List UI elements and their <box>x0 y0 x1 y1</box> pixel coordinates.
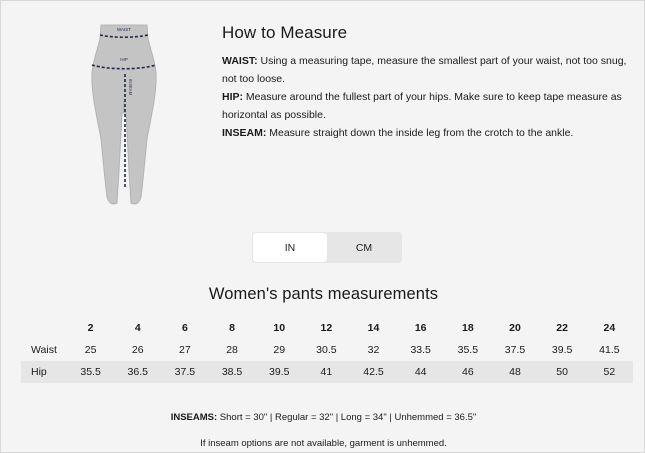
unit-in-button[interactable]: IN <box>253 233 327 262</box>
inseam-instruction-text: Measure straight down the inside leg from the crotch to the ankle. <box>266 127 574 139</box>
waist-instruction <box>222 52 632 88</box>
inseams-label: INSEAMS: <box>170 412 218 423</box>
waist-instruction-label: WAIST: <box>222 55 258 67</box>
hip-instruction <box>222 88 632 124</box>
hip-instruction-text: Measure around the fullest part of your hips. Make sure to keep tape measure as horizontal as possible. <box>222 91 622 121</box>
table-cell: 44 <box>397 361 444 383</box>
inseams-info <box>1 412 645 423</box>
how-to-measure-title: How to Measure <box>222 23 348 42</box>
inseam-instruction-label: INSEAM: <box>222 127 267 139</box>
table-cell: 41 <box>303 361 350 383</box>
table-cell: 35.5 <box>457 344 479 356</box>
unit-cm-button[interactable]: CM <box>355 241 373 254</box>
inseams-text: Short = 30" | Regular = 32" | Long = 34" | Unhemmed = 36.5" <box>217 412 477 423</box>
hip-figure-label: HIP <box>120 57 128 62</box>
waist-instruction-text: Using a measuring tape, measure the smallest part of your waist, not too snug, not too loose. <box>222 55 627 85</box>
table-cell: 41.5 <box>599 344 620 356</box>
unit-toggle <box>252 232 402 263</box>
hip-instruction-label: HIP: <box>222 91 243 103</box>
table-cell: 48 <box>491 361 538 383</box>
corner-cell <box>21 317 67 339</box>
unhemmed-note: If inseam options are not available, garment is unhemmed. <box>200 438 447 449</box>
size-header: 20 <box>509 322 521 334</box>
size-header: 8 <box>229 322 235 334</box>
row-label: Hip <box>21 361 67 383</box>
size-table-title: Women's pants measurements <box>208 285 439 303</box>
table-cell: 37.5 <box>504 344 526 356</box>
table-cell: 26 <box>131 344 144 356</box>
table-row-waist <box>21 339 633 361</box>
size-header-row <box>21 317 633 339</box>
size-header: 12 <box>320 322 333 334</box>
table-cell: 46 <box>444 361 491 383</box>
inseam-figure-label: INSEAM <box>128 79 133 96</box>
size-header: 16 <box>414 322 427 334</box>
table-row-hip <box>21 361 633 383</box>
table-cell: 32 <box>367 344 380 356</box>
mannequin-legs-icon <box>85 21 163 207</box>
size-header: 4 <box>134 322 141 334</box>
table-cell: 36.5 <box>114 361 161 383</box>
how-to-measure-section <box>222 23 632 142</box>
table-cell: 29 <box>273 344 286 356</box>
inseam-instruction <box>222 124 632 142</box>
table-cell: 37.5 <box>161 361 208 383</box>
table-cell: 39.5 <box>256 361 303 383</box>
table-cell: 50 <box>539 361 586 383</box>
size-header: 10 <box>273 322 286 334</box>
table-cell: 52 <box>586 361 633 383</box>
table-cell: 35.5 <box>67 361 114 383</box>
table-cell: 28 <box>226 344 238 356</box>
table-cell: 25 <box>84 344 97 356</box>
table-cell: 39.5 <box>551 344 573 356</box>
size-header: 2 <box>87 322 94 334</box>
table-cell: 30.5 <box>316 344 337 356</box>
table-cell: 42.5 <box>350 361 397 383</box>
size-header: 18 <box>461 322 474 334</box>
size-table <box>21 317 633 383</box>
size-header: 6 <box>181 322 188 334</box>
waist-figure-label: WAIST <box>116 27 132 32</box>
size-header: 24 <box>603 322 616 334</box>
table-cell: 33.5 <box>410 344 431 356</box>
table-cell: 27 <box>179 344 191 356</box>
size-header: 14 <box>367 322 380 334</box>
measurement-figure <box>85 21 163 207</box>
row-label: Waist <box>31 344 57 356</box>
size-header: 22 <box>556 322 568 334</box>
table-cell: 38.5 <box>208 361 255 383</box>
